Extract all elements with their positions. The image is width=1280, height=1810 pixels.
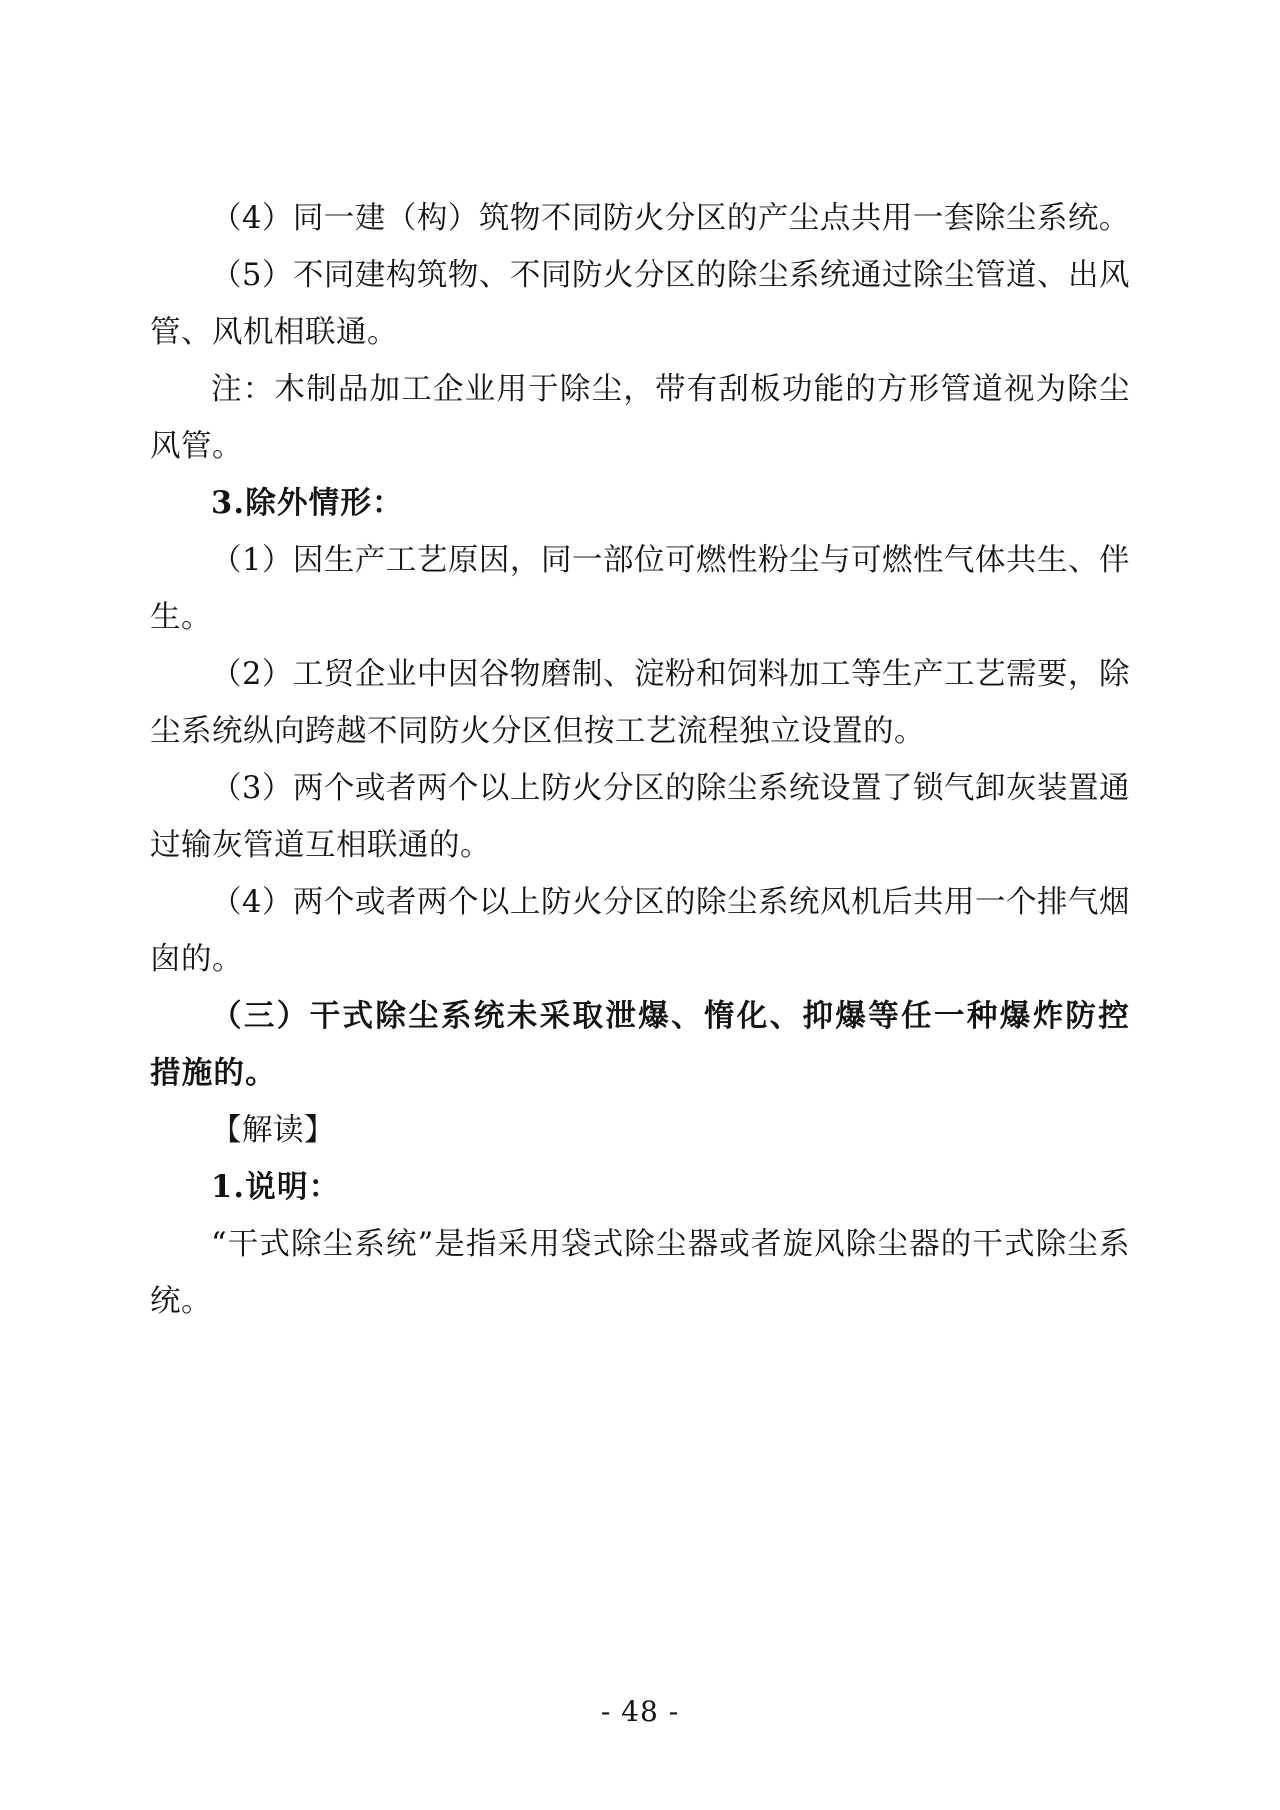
- heading-exclusions: 3.除外情形：: [211, 485, 404, 521]
- paragraph-exclusion-2: （2）工贸企业中因谷物磨制、淀粉和饲料加工等生产工艺需要，除尘系统纵向跨越不同防火分区但按工艺流程独立设置的。: [150, 657, 1130, 749]
- paragraph-exclusion-1: （1）因生产工艺原因，同一部位可燃性粉尘与可燃性气体共生、伴生。: [150, 543, 1130, 635]
- paragraph-item-4: （4）同一建（构）筑物不同防火分区的产尘点共用一套除尘系统。: [211, 201, 1130, 236]
- paragraph-interpretation-label: 【解读】: [211, 1113, 335, 1148]
- paragraph-exclusion-3: （3）两个或者两个以上防火分区的除尘系统设置了锁气卸灰装置通过输灰管道互相联通的。: [150, 771, 1130, 863]
- paragraph-note: 注：木制品加工企业用于除尘，带有刮板功能的方形管道视为除尘风管。: [150, 372, 1130, 464]
- page-number: - 48 -: [600, 1695, 680, 1728]
- document-body: [150, 190, 1130, 1330]
- paragraph-explanation-body: “干式除尘系统”是指采用袋式除尘器或者旋风除尘器的干式除尘系统。: [150, 1227, 1130, 1319]
- paragraph-item-5: （5）不同建构筑物、不同防火分区的除尘系统通过除尘管道、出风管、风机相联通。: [150, 258, 1130, 350]
- heading-explanation: 1.说明：: [211, 1169, 341, 1205]
- heading-section-three: （三）干式除尘系统未采取泄爆、惰化、抑爆等任一种爆炸防控措施的。: [150, 998, 1130, 1091]
- paragraph-exclusion-4: （4）两个或者两个以上防火分区的除尘系统风机后共用一个排气烟囱的。: [150, 885, 1130, 977]
